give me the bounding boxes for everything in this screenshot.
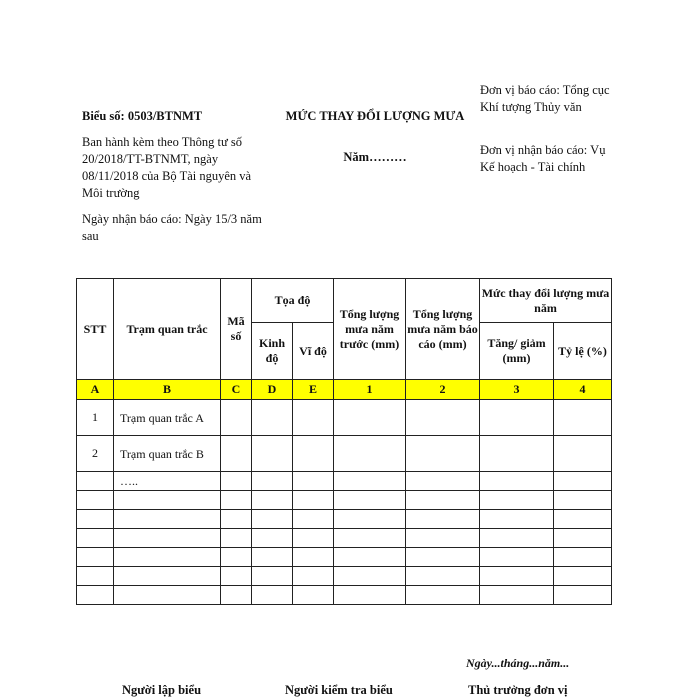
column-letter: 2 [406, 380, 480, 400]
header-station: Trạm quan trắc [114, 279, 221, 380]
table-row [77, 548, 612, 567]
row-station: Trạm quan trắc B [114, 436, 221, 472]
column-letter: A [77, 380, 114, 400]
report-unit: Đơn vị báo cáo: Tổng cục Khí tượng Thủy văn [480, 83, 610, 114]
row-stt [77, 586, 114, 605]
sign-date-line: Ngày...tháng...năm... [466, 656, 570, 670]
table-row [77, 529, 612, 548]
table-row [77, 510, 612, 529]
header-coords: Tọa độ [252, 279, 334, 323]
header-longitude: Kinh độ [252, 323, 293, 380]
row-station: ….. [114, 472, 221, 491]
issued-note: Ban hành kèm theo Thông tư số 20/2018/TT-BTNMT, ngày 08/11/2018 của Bộ Tài nguyên và Môi trường [82, 135, 252, 200]
row-station [114, 510, 221, 529]
header-report-year: Tổng lượng mưa năm báo cáo (mm) [406, 279, 480, 380]
row-station [114, 491, 221, 510]
row-stt: 1 [77, 400, 114, 436]
row-stt [77, 510, 114, 529]
header-delta: Tăng/ giảm (mm) [480, 323, 554, 380]
header-change-group: Mức thay đổi lượng mưa năm [480, 279, 612, 323]
column-letter: 1 [334, 380, 406, 400]
receive-date: Ngày nhận báo cáo: Ngày 15/3 năm sau [82, 212, 262, 243]
table-row [77, 400, 612, 436]
signature-maker: Người lập biểu [122, 683, 202, 697]
signature-head: Thủ trưởng đơn vị [468, 683, 568, 697]
row-stt [77, 472, 114, 491]
row-station [114, 529, 221, 548]
header-stt: STT [77, 279, 114, 380]
row-stt [77, 548, 114, 567]
table-row [77, 472, 612, 491]
row-station [114, 586, 221, 605]
rainfall-table [76, 278, 612, 605]
row-stt: 2 [77, 436, 114, 472]
row-station: Trạm quan trắc A [114, 400, 221, 436]
table-row [77, 567, 612, 586]
column-letter: E [293, 380, 334, 400]
header-code: Mã số [221, 279, 252, 380]
table-row [77, 491, 612, 510]
row-station [114, 567, 221, 586]
column-letter: D [252, 380, 293, 400]
row-station [114, 548, 221, 567]
row-stt [77, 529, 114, 548]
document-year: Năm……… [343, 150, 407, 164]
column-letter: C [221, 380, 252, 400]
column-letter-row [77, 380, 612, 400]
column-letter: B [114, 380, 221, 400]
header-latitude: Vĩ độ [293, 323, 334, 380]
column-letter: 3 [480, 380, 554, 400]
form-code: Biểu số: 0503/BTNMT [82, 109, 203, 123]
header-ratio: Tỷ lệ (%) [554, 323, 612, 380]
table-row [77, 586, 612, 605]
column-letter: 4 [554, 380, 612, 400]
row-stt [77, 567, 114, 586]
signature-checker: Người kiểm tra biểu [285, 683, 393, 697]
row-stt [77, 491, 114, 510]
document-title: MỨC THAY ĐỔI LƯỢNG MƯA [285, 109, 465, 123]
header-prev-year: Tổng lượng mưa năm trước (mm) [334, 279, 406, 380]
receiver-unit: Đơn vị nhận báo cáo: Vụ Kế hoạch - Tài chính [480, 143, 606, 174]
table-row [77, 436, 612, 472]
